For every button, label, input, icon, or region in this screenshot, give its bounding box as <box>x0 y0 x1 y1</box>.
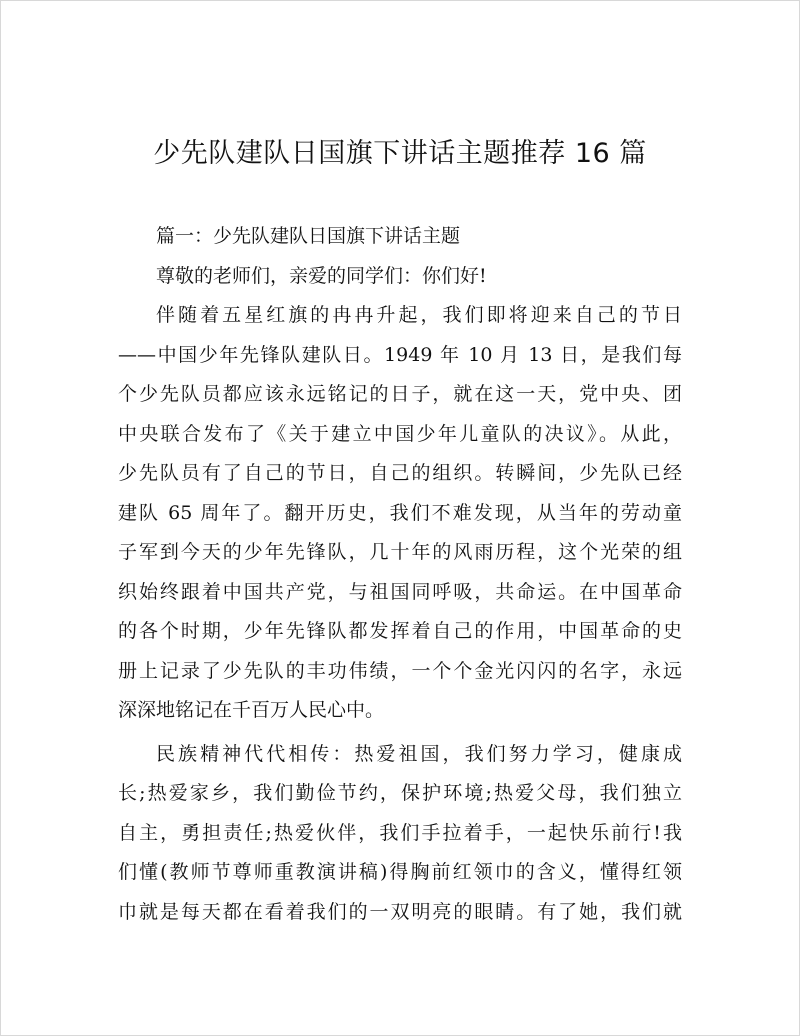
paragraph-line: ——中国少年先锋队建队日。1949 年 10 月 13 日，是我们每 <box>118 343 682 366</box>
paragraph-line: 自主，勇担责任;热爱伙伴，我们手拉着手，一起快乐前行!我 <box>118 821 682 844</box>
document-title: 少先队建队日国旗下讲话主题推荐 16 篇 <box>153 138 647 169</box>
paragraph-line: 织始终跟着中国共产党，与祖国同呼吸，共命运。在中国革命 <box>118 580 682 603</box>
paragraph-line: 的各个时期，少年先锋队都发挥着自己的作用，中国革命的史 <box>118 620 682 642</box>
paragraph-line: 册上记录了少先队的丰功伟绩，一个个金光闪闪的名字，永远 <box>118 659 682 682</box>
paragraph-line: 民族精神代代相传：热爱祖国，我们努力学习，健康成 <box>156 742 682 765</box>
section-heading: 篇一：少先队建队日国旗下讲话主题 <box>156 225 461 247</box>
paragraph-line: 中央联合发布了《关于建立中国少年儿童队的决议》。从此， <box>118 422 682 445</box>
greeting-line: 尊敬的老师们，亲爱的同学们：你们好! <box>156 264 487 287</box>
paragraph-line: 们懂(教师节尊师重教演讲稿)得胸前红领巾的含义，懂得红领 <box>118 861 682 883</box>
document-body <box>118 217 682 932</box>
paragraph-line: 建队 65 周年了。翻开历史，我们不难发现，从当年的劳动童 <box>118 501 682 524</box>
paragraph-line: 个少先队员都应该永远铭记的日子，就在这一天，党中央、团 <box>118 383 682 405</box>
paragraph-line: 深深地铭记在千百万人民心中。 <box>118 699 385 721</box>
paragraph-line: 巾就是每天都在看着我们的一双明亮的眼睛。有了她，我们就 <box>118 900 682 923</box>
paragraph-line: 少先队员有了自己的节日，自己的组织。转瞬间，少先队已经 <box>118 462 682 484</box>
paragraph-line: 伴随着五星红旗的冉冉升起，我们即将迎来自己的节日 <box>156 304 682 326</box>
paragraph-line: 长;热爱家乡，我们勤俭节约，保护环境;热爱父母，我们独立 <box>118 782 682 804</box>
paragraph-line: 子军到今天的少年先锋队，几十年的风雨历程，这个光荣的组 <box>118 541 682 563</box>
